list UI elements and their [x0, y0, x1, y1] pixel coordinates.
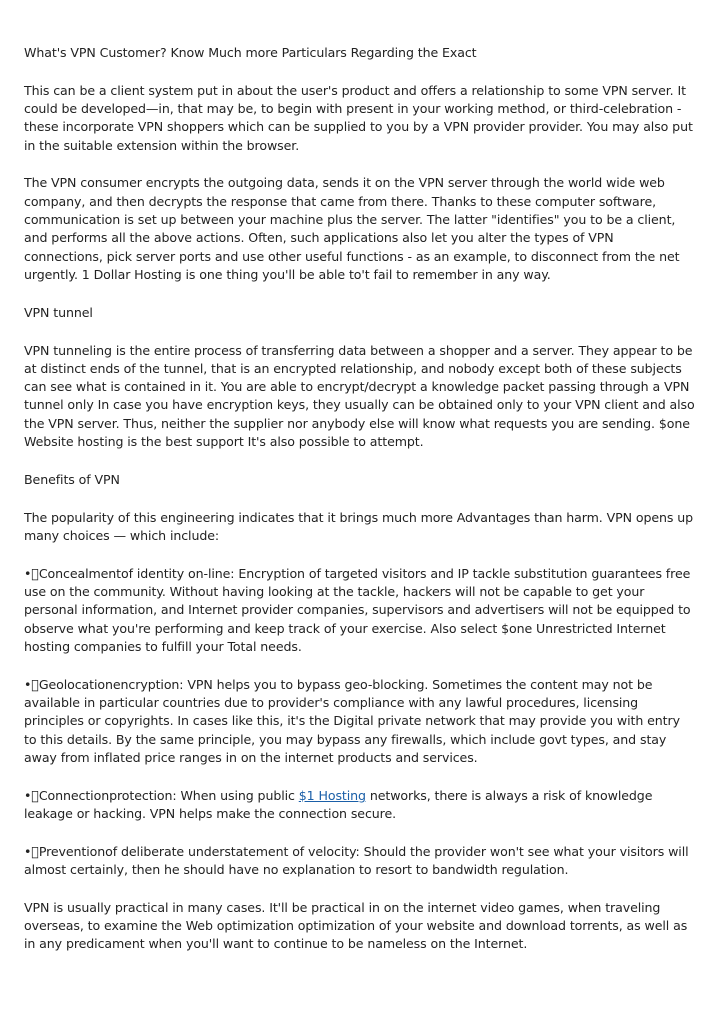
- bullet-marker: •: [24, 843, 32, 859]
- intro-paragraph-2: The VPN consumer encrypts the outgoing data, sends it on the VPN server through the world wide web company, and then decrypts the response that came from there. Thanks to these computer software, communication is set up between your machine plus the server. The latter "identifies" you to be a client, and performs all the above actions. Often, such applications also let you alter the types of VPN connections, pick server ports and use other useful functions - as an example, to disconnect from the net urgently. 1 Dollar Hosting is one thing you'll be able to't fail to remember in any way.: [24, 175, 680, 282]
- bullet-lead: Connection: [38, 787, 110, 803]
- bullet-text-after-link: networks, there is always a risk of knowledge leakage or hacking. VPN helps make the connection secure.: [24, 787, 653, 821]
- bullet-text: encryption: VPN helps you to bypass geo-blocking. Sometimes the content may not be available in particular countries due to provider's compliance with any lawful procedures, licensing principles or copyrights. In cases like this, it's the Digital private network that may provide you with entry to this details. By the same principle, you may bypass any firewalls, which include govt types, and stay away from inflated price ranges in on the internet products and services.: [24, 676, 680, 765]
- missing-glyph-icon:  : [31, 565, 39, 581]
- document-body: [24, 44, 696, 973]
- bullet-text-before-link: protection: When using public: [109, 787, 299, 803]
- bullet-text: of identity on-line: Encryption of targeted visitors and IP tackle substitution guarantees free use on the community. Without having looking at the tackle, hackers will not be capable to get your personal information, and Internet provider companies, supervisors and advertisers will not be equipped to observe what you're performing and keep track of your exercise. Also select $one Unrestricted Internet hosting companies to fulfill your Total needs.: [24, 565, 691, 654]
- hosting-link[interactable]: $1 Hosting: [298, 787, 366, 803]
- bullet-lead: Prevention: [38, 843, 106, 859]
- bullet-concealment: [24, 565, 696, 656]
- section-heading-vpn-tunnel: VPN tunnel: [24, 304, 93, 320]
- intro-paragraph-1: This can be a client system put in about the user's product and offers a relationship to some VPN server. It could be developed—in, that may be, to begin with present in your working method, or third-celebration - these incorporate VPN shoppers which can be supplied to you by a VPN provider provider. You may also put in the suitable extension within the browser.: [24, 82, 693, 153]
- bullet-connection: [24, 787, 696, 824]
- benefits-paragraph: The popularity of this engineering indicates that it brings much more Advantages than harm. VPN opens up many choices — which include:: [24, 509, 694, 543]
- missing-glyph-icon:  : [31, 676, 39, 692]
- section-heading-benefits: Benefits of VPN: [24, 471, 120, 487]
- missing-glyph-icon:  : [31, 843, 39, 859]
- bullet-geolocation: [24, 676, 696, 767]
- bullet-lead: Concealment: [38, 565, 122, 581]
- vpn-tunnel-paragraph: VPN tunneling is the entire process of transferring data between a shopper and a server. They appear to be at distinct ends of the tunnel, that is an encrypted relationship, and nobody except both of these subjects can see what is contained in it. You are able to encrypt/decrypt a knowledge packet passing through a VPN tunnel only In case you have encryption keys, they usually can be obtained only to your VPN client and also the VPN server. Thus, neither the supplier nor anybody else will know what requests you are sending. $one Website hosting is the best support It's also possible to attempt.: [24, 342, 695, 450]
- closing-paragraph: VPN is usually practical in many cases. It'll be practical in on the internet video games, when traveling overseas, to examine the Web optimization optimization of your website and download torrents, as well as in any predicament when you'll want to continue to be nameless on the Internet.: [24, 899, 688, 952]
- document-title: What's VPN Customer? Know Much more Particulars Regarding the Exact: [24, 45, 477, 60]
- missing-glyph-icon:  : [31, 787, 39, 803]
- bullet-text: of deliberate understatement of velocity: Should the provider won't see what your visitors will almost certainly, then he should have no explanation to resort to bandwidth regulation.: [24, 843, 689, 878]
- bullet-prevention: [24, 843, 696, 880]
- bullet-marker: •: [24, 676, 32, 692]
- bullet-marker: •: [24, 787, 32, 803]
- bullet-lead: Geolocation: [38, 676, 113, 692]
- bullet-marker: •: [24, 565, 32, 581]
